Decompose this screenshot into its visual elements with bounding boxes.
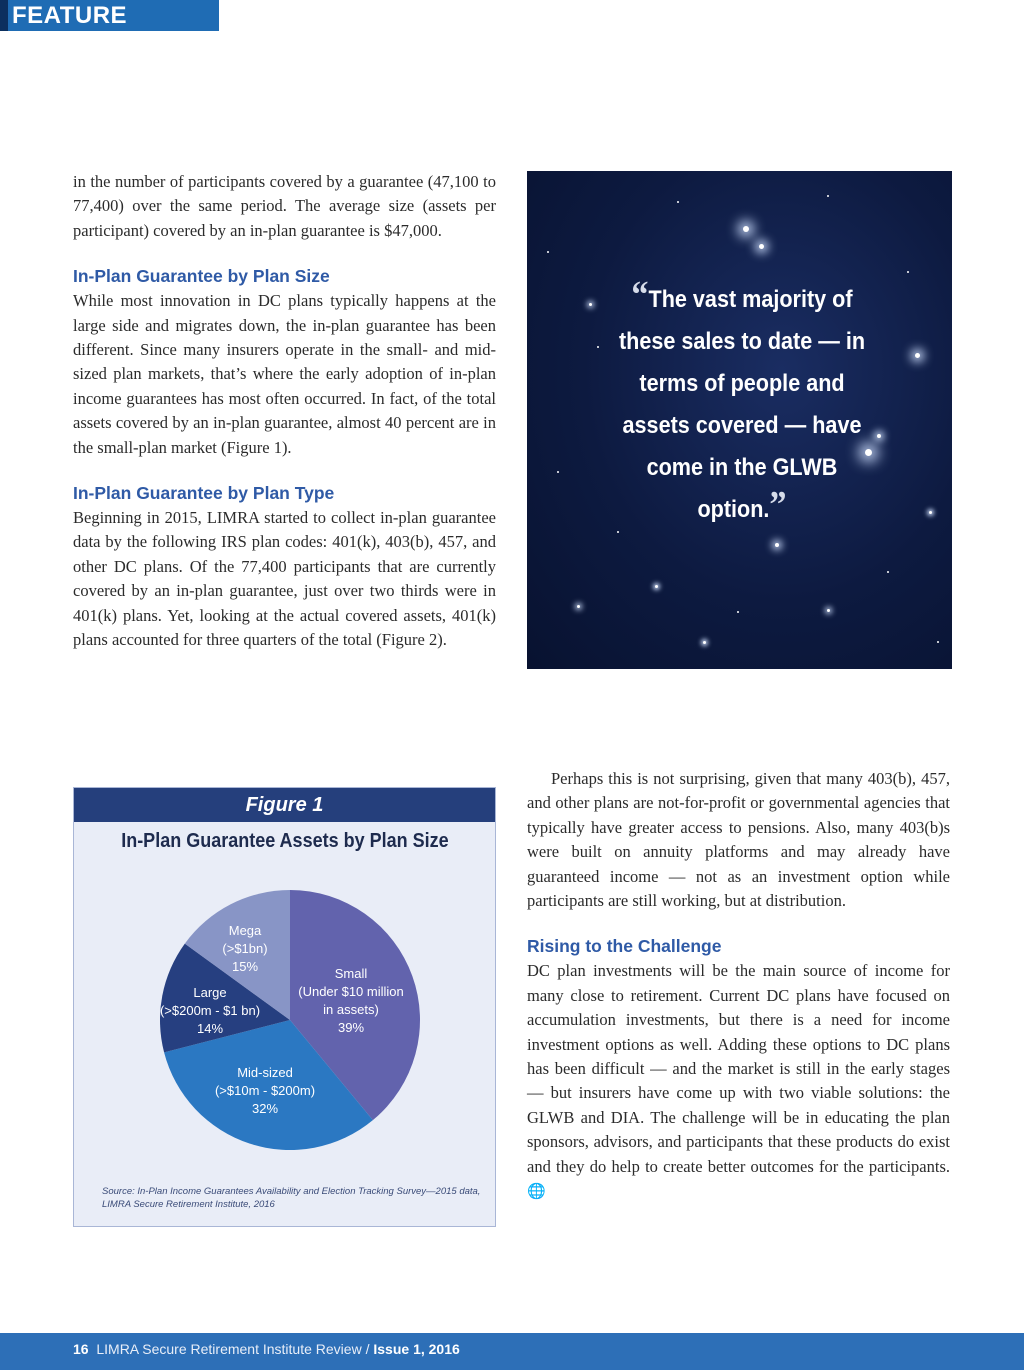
intro-paragraph: in the number of participants covered by a guarantee (47,100 to 77,400) over the same period. The average size (assets per participant) covered by an in-plan guarantee is $47,000. xyxy=(73,172,496,240)
slice-label-large xyxy=(154,984,266,1038)
pie-chart xyxy=(74,788,497,1228)
slice-label-line: (Under $10 million xyxy=(298,984,404,999)
figure-label: Figure 1 xyxy=(74,788,495,822)
page-number: 16 xyxy=(73,1341,89,1357)
challenge-text: DC plan investments will be the main source of income for many close to retirement. Current DC plans have focused on accumulation investments, but there is a need for income investment options as well. Adding these options to DC plans has been difficult — and the market is still in the early stages — but insurers have come up with two viable solutions: the GLWB and DIA. The challenge will be in educating the plan sponsors, advisors, and participants that these products do exist and they do help to create better outcomes for the participants. xyxy=(527,961,950,1176)
footer-text xyxy=(73,1341,460,1357)
plan-size-paragraph: While most innovation in DC plans typically happens at the large side and migrates down, the in-plan guarantee has been different. Since many insurers operate in the small- and mid-sized plan markets, that’s where the early adoption of in-plan income guarantees has most often occurred. In fact, of the total assets covered by an in-plan guarantee, almost 40 percent are in the small-plan market (Figure 1). xyxy=(73,291,496,457)
slice-label-line: 39% xyxy=(337,1020,365,1035)
challenge-paragraph xyxy=(527,959,950,1203)
slice-label-line: Mega xyxy=(228,923,262,938)
pull-quote-text: The vast majority of these sales to date — in terms of people and assets covered — have come in the GLWB option. xyxy=(618,286,866,523)
slice-label-line: (>$200m - $1 bn) xyxy=(159,1003,261,1018)
publication-name: LIMRA Secure Retirement Institute Review xyxy=(96,1341,362,1357)
issue-label: Issue 1, 2016 xyxy=(373,1341,460,1357)
chart-title: In-Plan Guarantee Assets by Plan Size xyxy=(120,830,449,852)
figure-1 xyxy=(73,787,496,1227)
globe-icon: 🌐 xyxy=(527,1182,546,1201)
slice-label-line: in assets) xyxy=(323,1002,379,1017)
slice-label-small xyxy=(288,965,414,1037)
right-column xyxy=(527,767,950,1204)
page-footer xyxy=(0,1333,1024,1370)
pull-quote xyxy=(612,274,873,531)
slice-label-line: Small xyxy=(334,966,368,981)
plan-type-paragraph: Beginning in 2015, LIMRA started to collect in-plan guarantee data by the following IRS plan codes: 401(k), 403(b), 457, and other DC plans. Of the 77,400 participants that are currently covered by an in-plan guarantee, just over two thirds were in 401(k) plans. Yet, looking at the actual covered assets, 401(k) plans accounted for three quarters of the total (Figure 2). xyxy=(73,508,496,650)
section-heading-plan-type: In-Plan Guarantee by Plan Type xyxy=(73,483,335,504)
slice-label-line: Mid-sized xyxy=(237,1065,293,1080)
slice-label-line: 32% xyxy=(251,1101,279,1116)
pull-quote-box xyxy=(527,171,952,669)
slice-label-line: Large xyxy=(193,985,227,1000)
section-heading-plan-size: In-Plan Guarantee by Plan Size xyxy=(73,266,330,287)
slice-label-mid-sized xyxy=(205,1064,325,1118)
left-column xyxy=(73,170,496,653)
slice-label-mega xyxy=(205,922,285,976)
open-quote-mark: “ xyxy=(631,274,649,316)
section-tag xyxy=(0,0,219,31)
footer-separator: / xyxy=(361,1341,374,1357)
section-heading-challenge: Rising to the Challenge xyxy=(527,936,722,957)
section-tag-accent xyxy=(0,0,8,31)
continuation-paragraph: Perhaps this is not surprising, given that many 403(b), 457, and other plans are not-for-profit or governmental agencies that typically have greater access to pensions. Also, many 403(b)s were built on annuity platforms and may already have guaranteed income — not as an investment option while participants are still working, but at distribution. xyxy=(527,769,950,911)
slice-label-line: (>$10m - $200m) xyxy=(214,1083,316,1098)
section-tag-label: FEATURE xyxy=(12,2,128,29)
slice-label-line: (>$1bn) xyxy=(222,941,268,956)
slice-label-line: 15% xyxy=(231,959,259,974)
slice-label-line: 14% xyxy=(196,1021,224,1036)
figure-source: Source: In-Plan Income Guarantees Availability and Election Tracking Survey—2015 data, LIMRA Secure Retirement Institute, 2016 xyxy=(102,1186,481,1210)
close-quote-mark: ” xyxy=(769,484,787,526)
